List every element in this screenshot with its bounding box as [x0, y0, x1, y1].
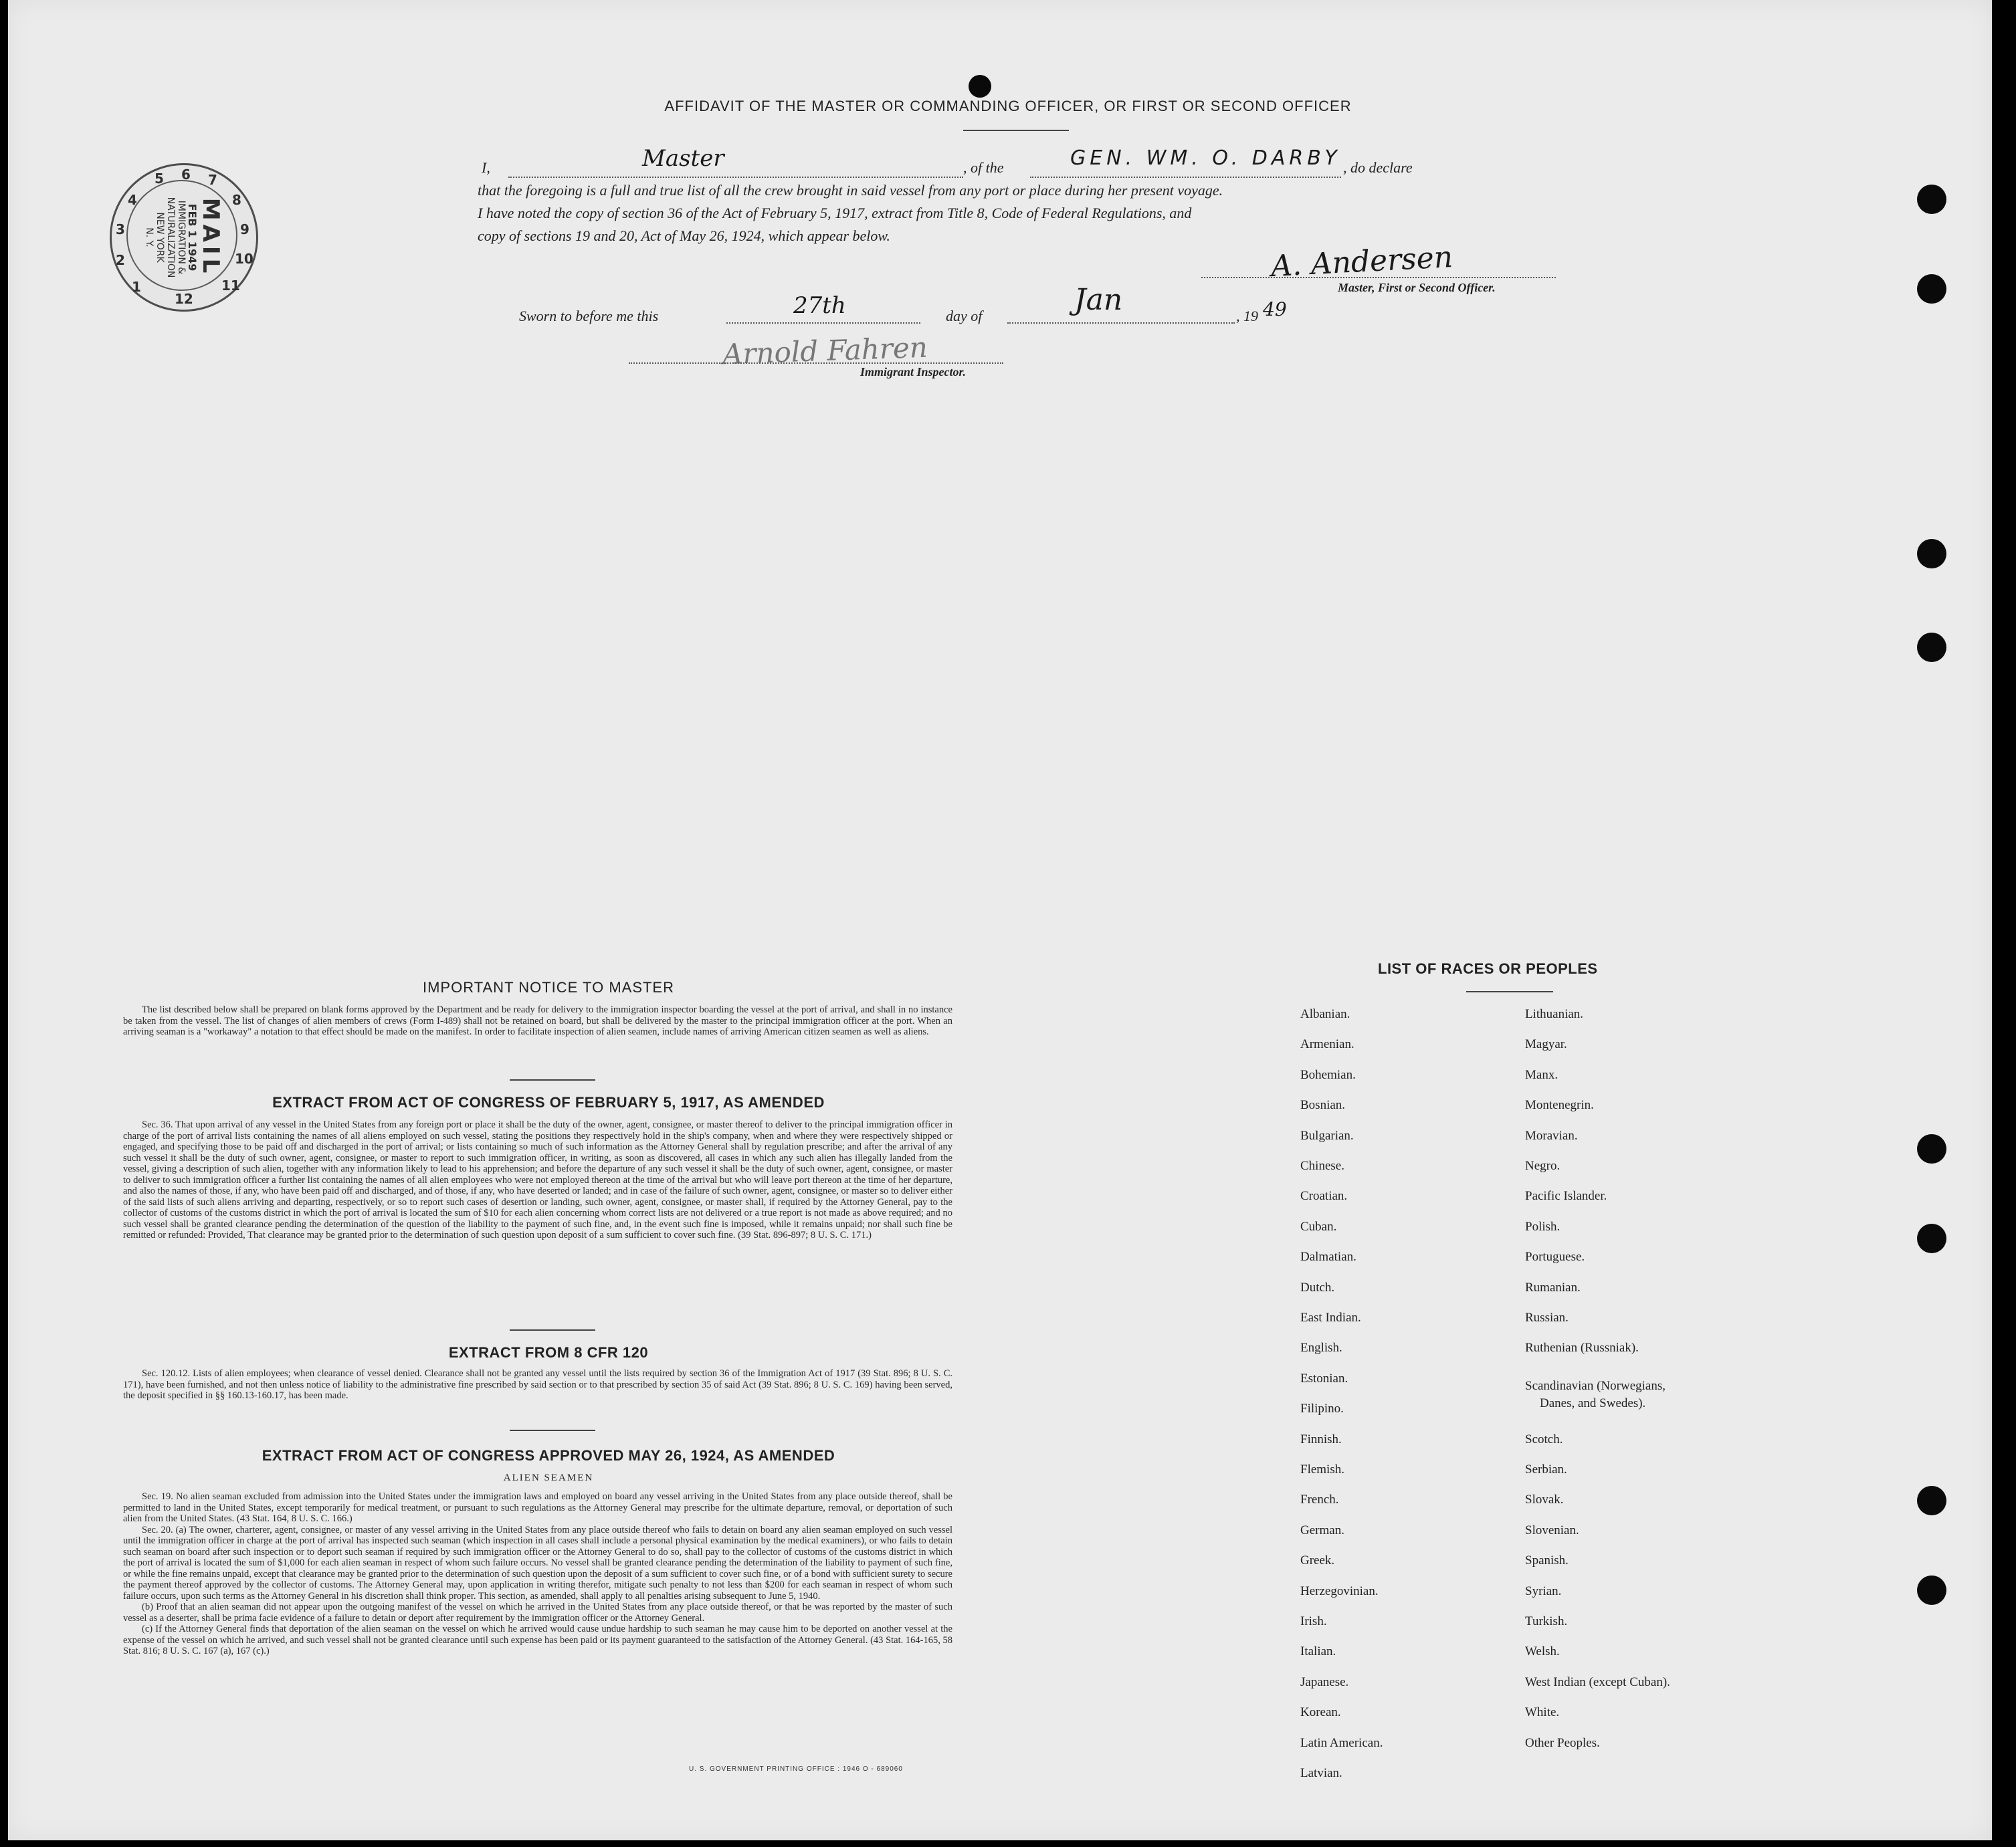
punch-hole [1917, 1486, 1946, 1515]
notice-paragraph: The list described below shall be prepared on blank forms approved by the Department and be ready for delivery to the immigration inspector boarding the vessel at the port of arrival, and shall in no instance be taken from the vessel. The list of changes of alien members of crews (Form I-489) shall not be retained on board, but shall be delivered by the master to the principal immigration officer at the port. When an arriving seaman is a "workaway" a notation to that effect should be made on the manifest. In order to facilitate inspection of alien seamen, include names of arriving American citizen seamen as well as aliens. [123, 1004, 952, 1037]
stamp-line: N. Y. [144, 227, 155, 247]
notice-heading: IMPORTANT NOTICE TO MASTER [422, 979, 674, 996]
declaration-line-4: copy of sections 19 and 20, Act of May 26, 1924, which appear below. [478, 227, 890, 244]
stamp-main: MAIL [197, 197, 224, 278]
race-item: Scandinavian (Norwegians, [1525, 1379, 1666, 1393]
race-item: Polish. [1525, 1219, 1560, 1234]
declaration-line-3: I have noted the copy of section 36 of the Act of February 5, 1917, extract from Title 8, Code of Federal Regulations, and [478, 205, 1192, 221]
extract-cfr-heading: EXTRACT FROM 8 CFR 120 [448, 1344, 649, 1361]
race-item: Slovak. [1525, 1493, 1564, 1507]
handwritten-vessel-name: GEN. WM. O. DARBY [1070, 146, 1341, 170]
race-item: Latin American. [1300, 1735, 1383, 1750]
race-item: Cuban. [1300, 1219, 1337, 1234]
punch-hole [1917, 1224, 1946, 1253]
sworn-year-prefix: , 19 [1236, 308, 1258, 324]
race-item: West Indian (except Cuban). [1525, 1674, 1670, 1689]
race-item: Bosnian. [1300, 1098, 1346, 1113]
extract-1924-text [123, 1491, 952, 1657]
race-item: Danes, and Swedes). [1540, 1396, 1646, 1410]
affidavit-title: AFFIDAVIT OF THE MASTER OR COMMANDING OFFICER, OR FIRST OR SECOND OFFICER [664, 98, 1352, 114]
sec-20c-paragraph: (c) If the Attorney General finds that deportation of the alien seaman on the vessel on which he arrived would cause undue hardship to such seaman he may cause him to be deported on another vessel at the expense of the vessel on which he arrived, and such vessel shall not be granted clearance until such expense has been paid or its payment guaranteed to the satisfaction of the Attorney General. (43 Stat. 164-165, 58 Stat. 816; 8 U. S. C. 167 (a), 167 (c).) [123, 1624, 952, 1656]
handwritten-day: 27th [793, 292, 846, 319]
race-item: Chinese. [1300, 1159, 1344, 1173]
extract-1917-text [123, 1119, 952, 1241]
inspector-line [629, 362, 1003, 364]
punch-hole [1917, 539, 1946, 568]
stamp-ring-number: 11 [221, 278, 240, 294]
signature-caption: Master, First or Second Officer. [1338, 281, 1496, 294]
race-item: Albanian. [1300, 1007, 1350, 1021]
sworn-day-of: day of [946, 308, 983, 324]
race-item: Rumanian. [1525, 1280, 1581, 1295]
stamp-line: NATURALIZATION [165, 197, 176, 278]
races-heading: LIST OF RACES OR PEOPLES [1378, 960, 1598, 977]
race-item: English. [1300, 1341, 1342, 1355]
race-item: Bohemian. [1300, 1067, 1356, 1082]
stamp-line: NEW YORK [155, 212, 165, 263]
inspector-caption: Immigrant Inspector. [860, 365, 967, 378]
declaration-line-1 [482, 145, 1565, 181]
extract-cfr-paragraph: Sec. 120.12. Lists of alien employees; when clearance of vessel denied. Clearance shall not be granted any vessel until the lists required by section 36 of the Immigration Act of 1917 (39 Stat. 896; 8 U. S. C. 171), have been furnished, and not then unless notice of liability to the administrative fine prescribed by said section or to that prescribed by section 35 of said Act (39 Stat. 896; 8 U. S. C. 169) having been served, the deposit specified in §§ 160.13-160.17, has been made. [123, 1368, 952, 1401]
race-item: Serbian. [1525, 1462, 1567, 1477]
race-item: White. [1525, 1705, 1560, 1720]
section-divider [510, 1430, 595, 1431]
stamp-ring-number: 12 [175, 291, 193, 307]
handwritten-year: 49 [1263, 298, 1287, 320]
extract-1924-heading: EXTRACT FROM ACT OF CONGRESS APPROVED MAY 26, 1924, AS AMENDED [262, 1447, 835, 1464]
stamp-ring-number: 1 [132, 279, 141, 295]
race-item: Japanese. [1300, 1674, 1349, 1689]
section-divider [510, 1079, 595, 1081]
race-item: French. [1300, 1493, 1339, 1507]
sec-19-paragraph: Sec. 19. No alien seaman excluded from admission into the United States under the immigration laws and employed on board any vessel arriving in the United States from any place outside thereof, shall be permitted to land in the United States, except temporarily for medical treatment, or pursuant to such regulations as the Attorney General may prescribe for the ultimate departure, removal, or deportation of such alien from the United States. (43 Stat. 164, 8 U. S. C. 166.) [123, 1491, 952, 1524]
signature-line [1201, 277, 1556, 278]
master-signature: A. Andersen [1270, 239, 1454, 284]
race-item: Pacific Islander. [1525, 1189, 1607, 1204]
race-item: Moravian. [1525, 1128, 1578, 1143]
race-item: German. [1300, 1523, 1344, 1537]
race-item: East Indian. [1300, 1311, 1361, 1325]
race-item: Italian. [1300, 1644, 1336, 1659]
races-heading-underline [1466, 991, 1553, 992]
race-item: Slovenian. [1525, 1523, 1579, 1537]
inspector-signature: Arnold Fahren [722, 330, 928, 371]
handwritten-month: Jan [1074, 283, 1123, 317]
punch-hole [1917, 1134, 1946, 1164]
name-blank [508, 177, 963, 178]
race-item: Syrian. [1525, 1584, 1562, 1598]
stamp-ring-number: 10 [235, 251, 254, 267]
extract-cfr-text [123, 1368, 952, 1402]
notice-text [123, 1004, 952, 1038]
punch-hole [1917, 1576, 1946, 1605]
handwritten-officer-title: Master [642, 145, 724, 172]
race-item: Negro. [1525, 1159, 1560, 1173]
race-item: Russian. [1525, 1311, 1569, 1325]
extract-1917-paragraph: Sec. 36. That upon arrival of any vessel in the United States from any foreign port or place it shall be the duty of the owner, agent, consignee, or master thereof to deliver to the principal immigration officer in charge of the port of arrival lists containing the names of all aliens employed on such vessel, stating the positions they respectively hold in the ship's company, when and where they were respectively shipped or engaged, and specifying those to be paid off and discharged in the port of arrival; or lists containing so much of such information as the Attorney General shall by regulation prescribe; and after the arrival of any such vessel it shall be the duty of such owner, agent, consignee, or master to report to such immigration officer, in writing, as soon as discovered, all cases in which any such alien has illegally landed from the vessel, giving a description of such alien, together with any information likely to lead to his apprehension; and before the departure of any such vessel it shall be the duty of such owner, agent, consignee, or master to deliver to such immigration officer a further list containing the names of all alien employees who were not employed thereon at the time of the arrival but who will leave port thereon at the time of her departure, and also the names of those, if any, who have been paid off and discharged, and of those, if any, who have deserted or landed; and in case of the failure of such owner, agent, consignee, or master so to deliver either of the said lists of such aliens arriving and departing, respectively, or so to report such cases of desertion or landing, such owner, agent, consignee, or master shall, if required by the Attorney General, pay to the collector of customs of the customs district in which the port of arrival is located the sum of $10 for each alien concerning whom correct lists are not delivered or a true report is not made as above required; and no such vessel shall be granted clearance pending the determination of the question of the liability to the payment of such fine, and, in the event such fine is imposed, while it remains unpaid; nor shall such fine be remitted or refunded: Provided, That clearance may be granted prior to the determination of such question upon deposit of a sum sufficient to cover such fine. (39 Stat. 896-897; 8 U. S. C. 171.) [123, 1119, 952, 1240]
race-item: Montenegrin. [1525, 1098, 1594, 1113]
stamp-ring-number: 4 [128, 192, 137, 208]
race-item: Armenian. [1300, 1037, 1354, 1052]
race-item: Herzegovinian. [1300, 1584, 1379, 1598]
race-item: Irish. [1300, 1614, 1327, 1628]
race-item: Latvian. [1300, 1766, 1342, 1780]
race-item: Flemish. [1300, 1462, 1344, 1477]
race-item: Welsh. [1525, 1644, 1560, 1659]
stamp-ring-number: 2 [116, 252, 125, 268]
race-item: Scotch. [1525, 1432, 1563, 1446]
race-item: Other Peoples. [1525, 1735, 1600, 1750]
stamp-ring-number: 8 [232, 192, 241, 208]
punch-hole [1917, 633, 1946, 662]
race-item: Korean. [1300, 1705, 1341, 1720]
section-divider [510, 1329, 595, 1331]
title-underline [963, 130, 1069, 131]
declaration-line-2: that the foregoing is a full and true list of all the crew brought in said vessel from any port or place during her present voyage. [478, 182, 1223, 199]
sec-20b-paragraph: (b) Proof that an alien seaman did not appear upon the outgoing manifest of the vessel on which he arrived in the United States from any place outside thereof, or that he was reported by the master of such vessel as a deserter, shall be prima facie evidence of a failure to detain or deport after requirement by the immigration officer or the Attorney General. [123, 1602, 952, 1624]
sworn-prefix: Sworn to before me this [519, 308, 659, 324]
stamp-ring-number: 7 [208, 172, 217, 188]
race-item: Filipino. [1300, 1402, 1344, 1416]
race-item: Finnish. [1300, 1432, 1342, 1446]
day-blank [726, 322, 920, 324]
line1-prefix: I, [482, 159, 490, 176]
punch-hole [1917, 274, 1946, 304]
line1-suffix: , do declare [1343, 159, 1413, 176]
stamp-ring-number: 9 [240, 221, 249, 237]
sworn-line [519, 283, 1335, 332]
race-item: Lithuanian. [1525, 1007, 1584, 1021]
stamp-ring-number: 5 [155, 171, 164, 187]
race-item: Dalmatian. [1300, 1250, 1356, 1265]
stamp-line: IMMIGRATION & [176, 200, 187, 275]
race-item: Bulgarian. [1300, 1128, 1354, 1143]
stamp-ring-number: 3 [116, 221, 125, 237]
line1-of-the: , of the [963, 159, 1004, 176]
sec-20a-paragraph: Sec. 20. (a) The owner, charterer, agent, consignee, or master of any vessel arriving in the United States from any place outside thereof who fails to detain on board any alien seaman employed on such vessel until the immigration officer in charge at the port of arrival has inspected such seaman (which inspection in all cases shall include a personal physical examination by the medical examiners), or who fails to detain such seaman on board after such inspection or to deport such seaman if required by such immigration officer or the Attorney General to do so, shall pay to the collector of customs of the customs district in which the port of arrival is located the sum of $1,000 for each alien seaman in respect of whom such failure occurs. No vessel shall be granted clearance pending the determination of the liability to payment of such fine, or while the fine remains unpaid, except that clearance may be granted prior to the determination of such question upon the deposit of a sum sufficient to cover such fine, or of a bond with sufficient surety to secure the payment thereof approved by the collector of customs. The Attorney General may, upon application in writing therefor, mitigate such penalty to not less than $200 for each seaman in respect of whom such failure occurs, upon such terms as the Attorney General in his discretion shall think proper. This section, as amended, shall apply to all penalties arising subsequent to June 5, 1940. [123, 1524, 952, 1602]
printer-imprint: U. S. GOVERNMENT PRINTING OFFICE : 1946 O - 689060 [689, 1765, 903, 1773]
top-punch-hole [969, 75, 991, 98]
mail-received-stamp [110, 163, 258, 312]
race-item: Magyar. [1525, 1037, 1567, 1052]
race-item: Ruthenian (Russniak). [1525, 1341, 1639, 1355]
stamp-date: FEB 1 1949 [186, 203, 199, 271]
month-blank [1007, 322, 1235, 324]
race-item: Estonian. [1300, 1371, 1348, 1386]
race-item: Manx. [1525, 1067, 1558, 1082]
vessel-blank [1030, 177, 1341, 178]
extract-1924-subheading: ALIEN SEAMEN [503, 1473, 594, 1483]
race-item: Greek. [1300, 1553, 1335, 1568]
race-item: Dutch. [1300, 1280, 1335, 1295]
race-item: Portuguese. [1525, 1250, 1585, 1265]
race-item: Croatian. [1300, 1189, 1348, 1204]
extract-1917-heading: EXTRACT FROM ACT OF CONGRESS OF FEBRUARY 5, 1917, AS AMENDED [272, 1094, 825, 1111]
race-item: Turkish. [1525, 1614, 1568, 1628]
race-item: Spanish. [1525, 1553, 1569, 1568]
stamp-ring-number: 6 [181, 167, 191, 183]
stamp-text-block [144, 197, 224, 278]
punch-hole [1917, 185, 1946, 214]
